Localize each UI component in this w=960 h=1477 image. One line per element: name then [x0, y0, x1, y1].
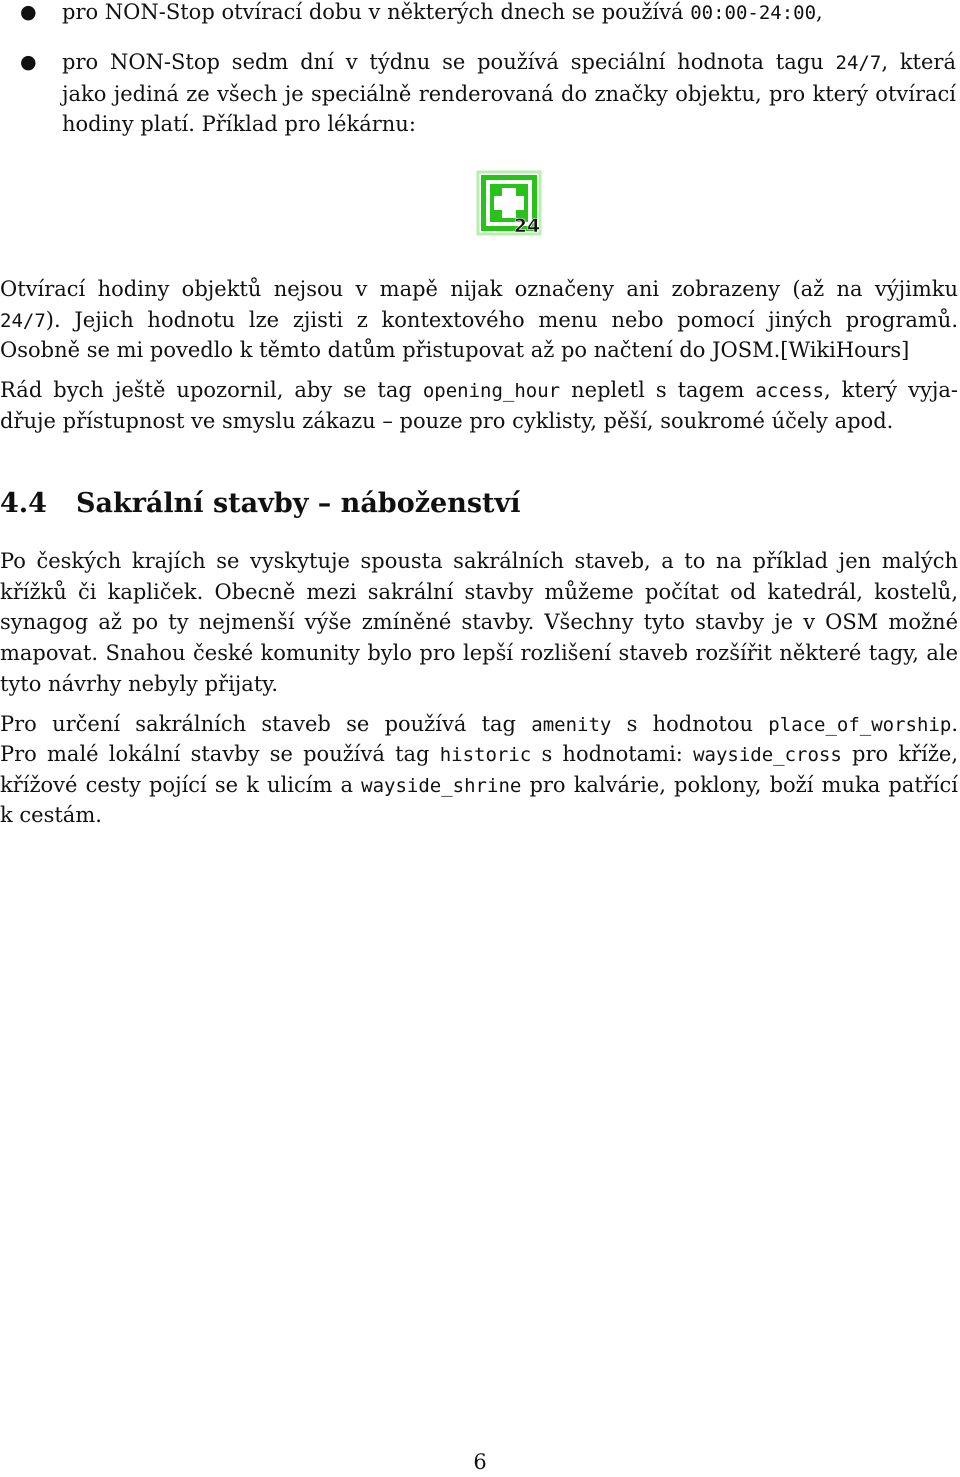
pharmacy-24-icon — [476, 170, 542, 236]
text-run: dřuje přístupnost ve smyslu zákazu – pouze pro cyklisty, pěší, soukromé účely apod. — [0, 409, 894, 433]
text-run: mapovat. Snahou české komunity bylo pro lepší rozlišení staveb rozšířit některé tagy, ale — [0, 641, 958, 665]
paragraph-2-line-2 — [0, 406, 893, 436]
text-run: synagog až po ty nejmenší výše zmíněné stavby. Všechny tyto stavby je v OSM možné — [0, 610, 958, 634]
text-run: jako jediná ze všech je speciálně renderovaná do značky objektu, pro který otvírací — [62, 82, 956, 106]
text-run: . — [951, 712, 958, 736]
bullet-marker: ● — [20, 51, 37, 73]
page-number: 6 — [473, 1450, 487, 1474]
section-title: Sakrální stavby – náboženství — [76, 488, 521, 519]
paragraph-4-line-1 — [0, 709, 958, 740]
code-tag: wayside_shrine — [361, 775, 522, 797]
paragraph-4-line-4 — [0, 800, 102, 830]
section-heading — [0, 484, 520, 524]
paragraph-3-line-3 — [0, 607, 958, 637]
code-tag: 24/7 — [0, 310, 46, 332]
code-tag: historic — [439, 744, 532, 766]
text-run: pro NON-Stop sedm dní v týdnu se používá speciální hodnota tagu — [62, 50, 836, 74]
bullet-2-line-3 — [62, 109, 416, 139]
text-run: s hodnotami: — [531, 742, 694, 766]
paragraph-3-line-5 — [0, 669, 278, 699]
text-run: křížové cesty pojící se k ulicím a — [0, 773, 362, 797]
bullet-1-line-1 — [62, 0, 823, 28]
paragraph-3-line-2 — [0, 577, 958, 607]
text-run: pro kříže, — [841, 742, 959, 766]
text-run: ). Jejich hodnotu lze zjisti z kontextového menu nebo pomocí jiných programů. — [45, 308, 958, 332]
text-run: pro kalvárie, poklony, boží muka patřící — [521, 773, 958, 797]
text-run: s hodnotou — [611, 712, 769, 736]
text-run: tyto návrhy nebyly přijaty. — [0, 672, 279, 696]
paragraph-4-line-3 — [0, 770, 958, 801]
text-run: , — [816, 0, 823, 24]
paragraph-2-line-1 — [0, 375, 958, 406]
text-run: Pro určení sakrálních staveb se používá tag — [0, 712, 532, 736]
text-run: Pro malé lokální stavby se používá tag — [0, 742, 440, 766]
code-tag: 00:00-24:00 — [690, 2, 817, 24]
text-run: Po českých krajích se vyskytuje spousta sakrálních staveb, a to na příklad jen malých — [0, 549, 958, 573]
paragraph-1-line-2 — [0, 305, 958, 336]
text-run: pro NON-Stop otvírací dobu v některých dnech se používá — [62, 0, 691, 24]
text-run: Rád bych ještě upozornil, aby se tag — [0, 378, 423, 402]
code-tag: place_of_worship — [768, 714, 952, 736]
text-run: nepletl s tagem — [560, 378, 756, 402]
text-run: hodiny platí. Příklad pro lékárnu: — [62, 112, 416, 136]
code-tag: 24/7 — [835, 52, 882, 74]
bullet-2-line-1 — [62, 47, 956, 78]
paragraph-3-line-4 — [0, 638, 958, 668]
code-tag: amenity — [531, 714, 612, 736]
paragraph-1-line-1 — [0, 274, 958, 304]
text-run: Otvírací hodiny objektů nejsou v mapě nijak označeny ani zobrazeny (až na výjimku — [0, 277, 958, 301]
text-run: Osobně se mi povedlo k těmto datům přistupovat až po načtení do JOSM.[WikiHours] — [0, 338, 910, 362]
text-run: , který vyja- — [823, 378, 959, 402]
section-number: 4.4 — [0, 488, 47, 519]
bullet-2-line-2 — [62, 79, 956, 109]
text-run: křížků či kapliček. Obecně mezi sakrální stavby můžeme počítat od katedrál, kostelů, — [0, 580, 958, 604]
paragraph-1-line-3 — [0, 335, 909, 365]
paragraph-4-line-2 — [0, 739, 958, 770]
paragraph-3-line-1 — [0, 546, 958, 576]
icon-label: 24 — [513, 215, 541, 236]
code-tag: access — [755, 380, 824, 402]
code-tag: wayside_cross — [693, 744, 842, 766]
text-run: , která — [881, 50, 956, 74]
text-run: k cestám. — [0, 803, 102, 827]
bullet-marker: ● — [20, 1, 37, 23]
code-tag: opening_hour — [422, 380, 561, 402]
